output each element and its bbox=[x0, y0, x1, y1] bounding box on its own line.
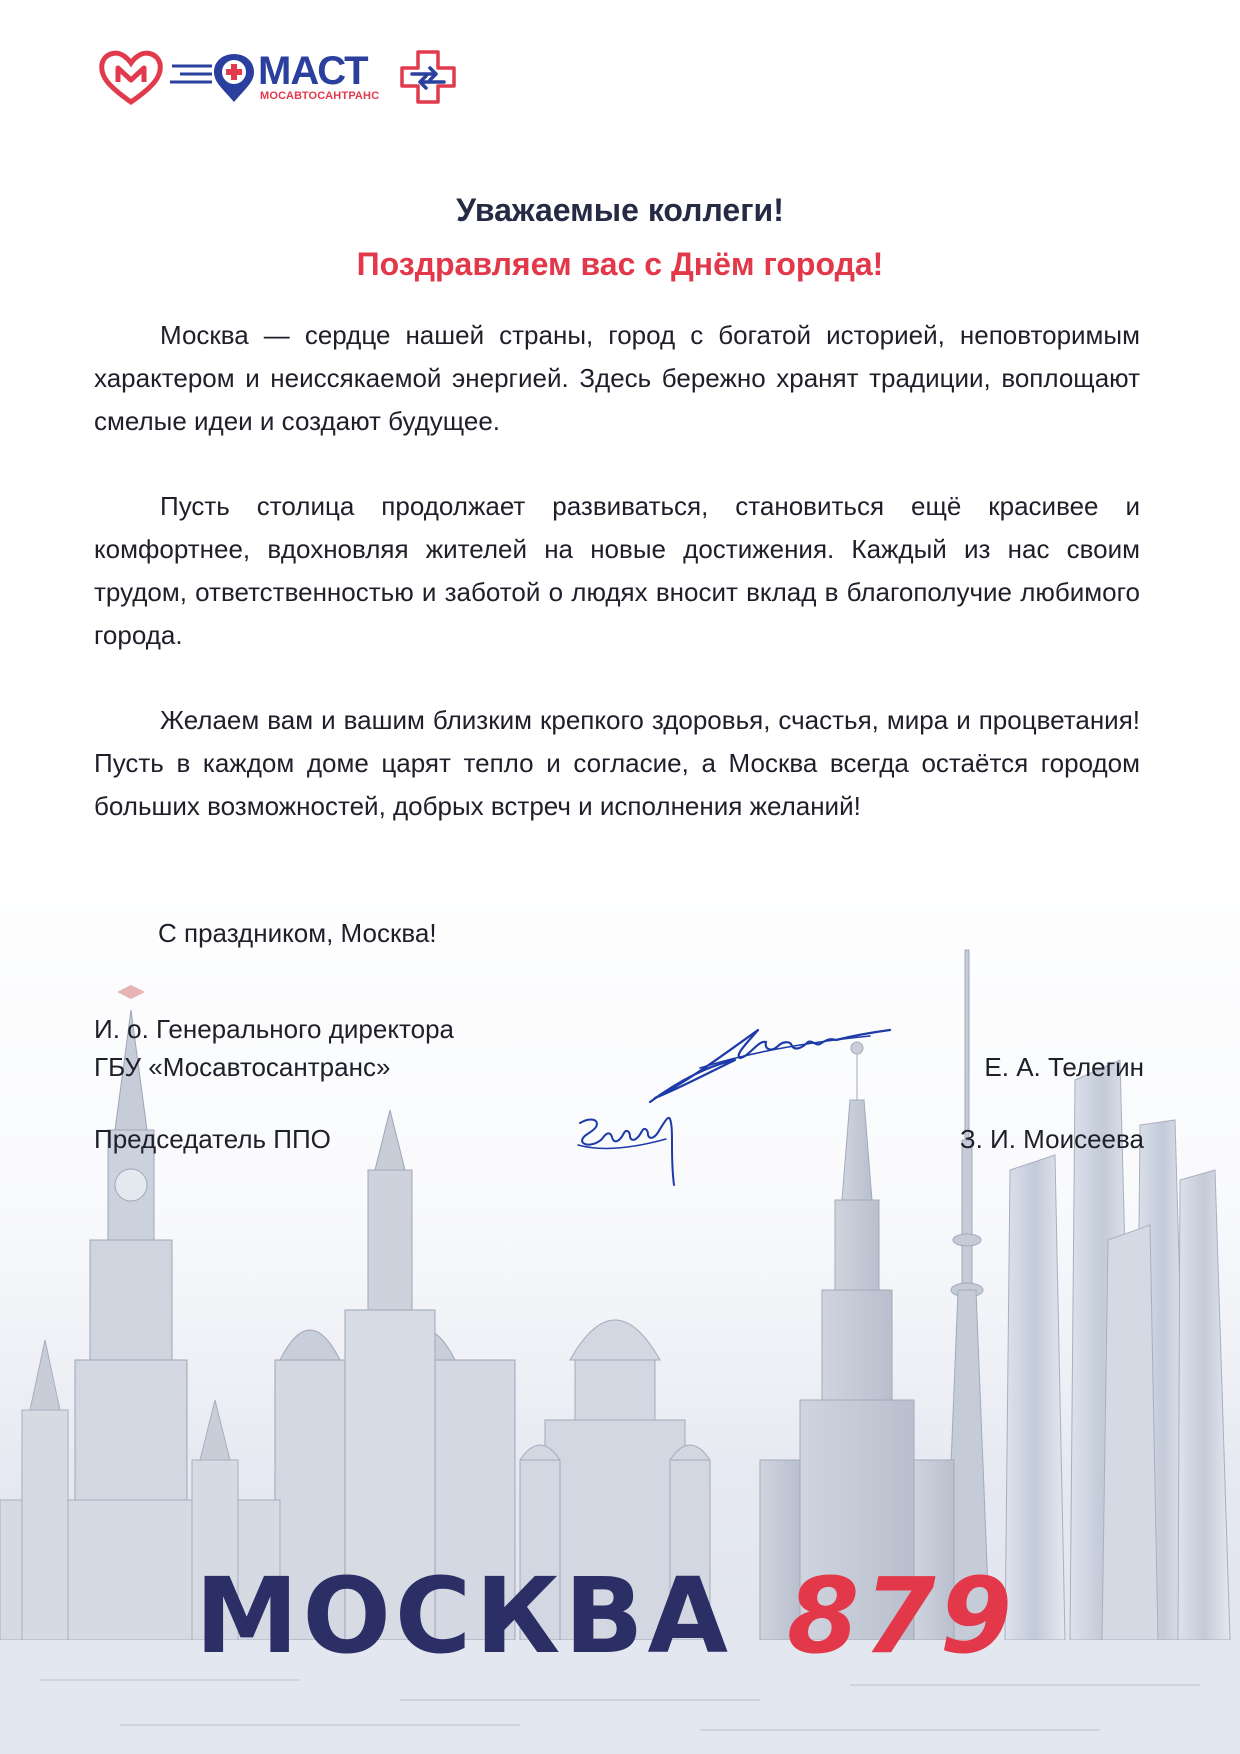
director-role bbox=[94, 1010, 454, 1086]
heart-logo-icon bbox=[98, 48, 164, 106]
letter-paragraph: Пусть столица продолжает развиваться, становиться ещё красивее и комфортнее, вдохновляя жителей на новые достижения. Каждый из нас своим трудом, ответственностью и заботой о людях вносит вклад в благополучие любимого города. bbox=[94, 491, 1140, 650]
director-name: Е. А. Телегин bbox=[984, 1052, 1144, 1082]
moscow-879-logo bbox=[195, 1555, 1055, 1677]
director-role-line2: ГБУ «Мосавтосантранс» bbox=[94, 1052, 391, 1082]
letter-body bbox=[94, 314, 1140, 870]
director-signature bbox=[640, 1010, 900, 1110]
chair-signature bbox=[570, 1105, 720, 1195]
letter-paragraph: Желаем вам и вашим близким крепкого здоровья, счастья, мира и процветания! Пусть в каждом доме царят тепло и согласие, а Москва всегда остаётся городом больших возможностей, добрых встреч и исполнения желаний! bbox=[94, 705, 1140, 821]
director-role-line1: И. о. Генерального директора bbox=[94, 1014, 454, 1044]
medical-cross-logo-icon bbox=[398, 48, 458, 106]
location-pin-icon bbox=[170, 52, 270, 106]
letter-closing: С праздником, Москва! bbox=[158, 918, 437, 948]
header-logos bbox=[98, 46, 478, 108]
letter-paragraph: Москва — сердце нашей страны, город с богатой историей, неповторимым характером и неиссякаемой энергией. Здесь бережно хранят традиции, воплощают смелые идеи и создают будущее. bbox=[94, 320, 1140, 436]
brand-subtitle: МОСАВТОСАНТРАНС bbox=[260, 90, 380, 102]
letter-congratulation: Поздравляем вас с Днём города! bbox=[356, 246, 884, 282]
chair-role: Председатель ППО bbox=[94, 1124, 331, 1154]
chair-name: З. И. Моисеева bbox=[959, 1124, 1144, 1154]
letter-greeting: Уважаемые коллеги! bbox=[456, 192, 784, 228]
moscow-word: МОСКВА bbox=[195, 1555, 732, 1677]
brand-name: МАСТ bbox=[258, 49, 368, 93]
anniversary-number: 879 bbox=[787, 1555, 1017, 1677]
